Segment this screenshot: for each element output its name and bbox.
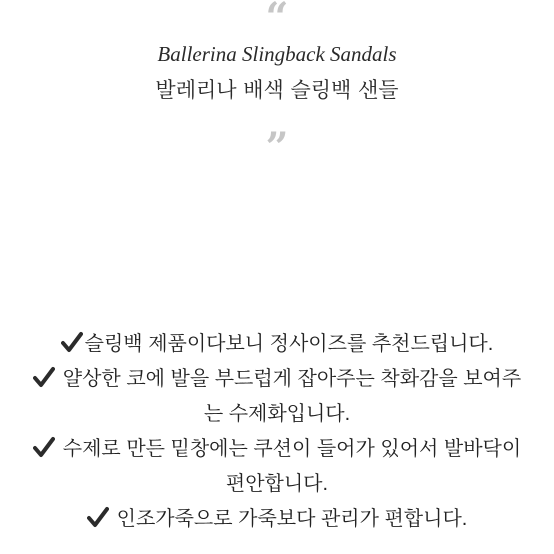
note-item bbox=[0, 362, 554, 397]
note-item bbox=[0, 502, 554, 537]
checkmark-icon bbox=[61, 331, 83, 353]
close-quote-icon: ” bbox=[265, 124, 289, 171]
note-text: 편안합니다. bbox=[225, 473, 329, 495]
product-notes bbox=[0, 327, 554, 537]
checkmark-icon bbox=[33, 436, 55, 458]
note-text-continuation bbox=[0, 467, 554, 502]
checkmark-icon bbox=[33, 366, 55, 388]
product-title-korean: 발레리나 배색 슬링백 샌들 bbox=[155, 78, 399, 102]
note-text: 얄상한 코에 발을 부드럽게 잡아주는 착화감을 보여주 bbox=[62, 368, 522, 390]
note-text: 수제로 만든 밑창에는 쿠션이 들어가 있어서 발바닥이 bbox=[62, 438, 522, 460]
product-title-english: Ballerina Slingback Sandals bbox=[157, 42, 397, 66]
note-item bbox=[0, 327, 554, 362]
note-text: 인조가죽으로 가죽보다 관리가 편합니다. bbox=[116, 508, 468, 530]
note-text-continuation bbox=[0, 397, 554, 432]
open-quote-icon: “ bbox=[265, 0, 289, 41]
note-item bbox=[0, 432, 554, 467]
note-text: 는 수제화입니다. bbox=[203, 403, 351, 425]
note-text: 슬링백 제품이다보니 정사이즈를 추천드립니다. bbox=[84, 333, 494, 355]
checkmark-icon bbox=[87, 506, 109, 528]
